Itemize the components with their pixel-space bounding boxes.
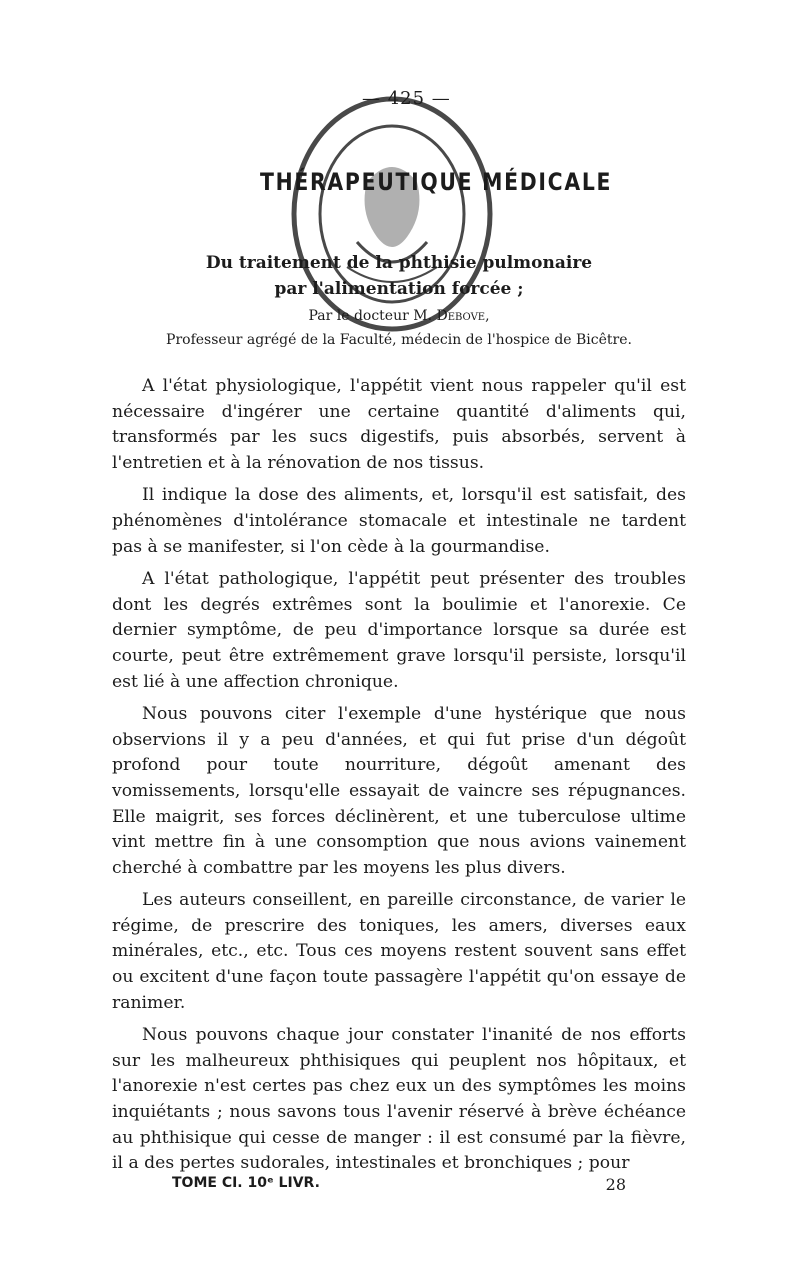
article-title bbox=[112, 250, 686, 302]
page-footer bbox=[172, 1175, 626, 1194]
paragraph-2: Il indique la dose des aliments, et, lorsqu'il est satisfait, des phénomènes d'intolérance stomacale et intestinale ne tardent pas à se manifester, si l'on cède à la gourmandise. bbox=[112, 485, 686, 557]
page-number: — 425 — bbox=[362, 88, 451, 109]
article-title-line-2: par l'alimentation forcée ; bbox=[274, 279, 524, 299]
sheet-signature: 28 bbox=[605, 1175, 626, 1194]
byline-prefix: Par le docteur M. bbox=[308, 308, 437, 324]
byline-author-line bbox=[112, 304, 686, 328]
paragraph-4: Nous pouvons citer l'exemple d'une hystérique que nous observions il y a peu d'années, et qui fut prise d'un dégoût profond pour toute nourriture, dégoût amenant des vomissements, lorsqu'elle essayait de vaincre ses répugnances. Elle maigrit, ses forces déclinèrent, et une tuberculose ultime vint mettre fin à une consomption que nous avions vainement cherché à combattre par les moyens les plus divers. bbox=[112, 704, 686, 878]
document-page bbox=[112, 88, 686, 1198]
paragraph-5: Les auteurs conseillent, en pareille circonstance, de varier le régime, de prescrire des toniques, les amers, diverses eaux minérales, etc., etc. Tous ces moyens restent souvent sans effet ou excitent d'une façon toute passagère l'appétit qu'on essaye de ranimer. bbox=[112, 890, 686, 1013]
volume-signature: TOME CI. 10ᵉ LIVR. bbox=[172, 1175, 320, 1191]
article-body bbox=[112, 374, 686, 1184]
author-name: Debove, bbox=[436, 308, 490, 324]
paragraph-6: Nous pouvons chaque jour constater l'inanité de nos efforts sur les malheureux phthisiques qui peuplent nos hôpitaux, et l'anorexie n'est certes pas chez eux un des symptômes les moins inquiétants ; nous savons tous l'avenir réservé à brève échéance au phthisique qui cesse de manger : il est consumé par la fièvre, il a des pertes sudorales, intestinales et bronchiques ; pour bbox=[112, 1025, 686, 1174]
section-title: THÉRAPEUTIQUE MÉDICALE bbox=[260, 168, 613, 196]
paragraph-1: A l'état physiologique, l'appétit vient nous rappeler qu'il est nécessaire d'ingérer une certaine quantité d'aliments qui, transformés par les sucs digestifs, puis absorbés, servent à l'entretien et à la rénovation de nos tissus. bbox=[112, 376, 686, 473]
author-role: Professeur agrégé de la Faculté, médecin de l'hospice de Bicêtre. bbox=[166, 332, 632, 348]
article-title-line-1: Du traitement de la phthisie pulmonaire bbox=[205, 253, 593, 273]
byline bbox=[112, 304, 686, 352]
paragraph-3: A l'état pathologique, l'appétit peut présenter des troubles dont les degrés extrêmes sont la boulimie et l'anorexie. Ce dernier symptôme, de peu d'importance lorsque sa durée est courte, peut être extrêmement grave lorsqu'il persiste, lorsqu'il est lié à une affection chronique. bbox=[112, 569, 686, 692]
